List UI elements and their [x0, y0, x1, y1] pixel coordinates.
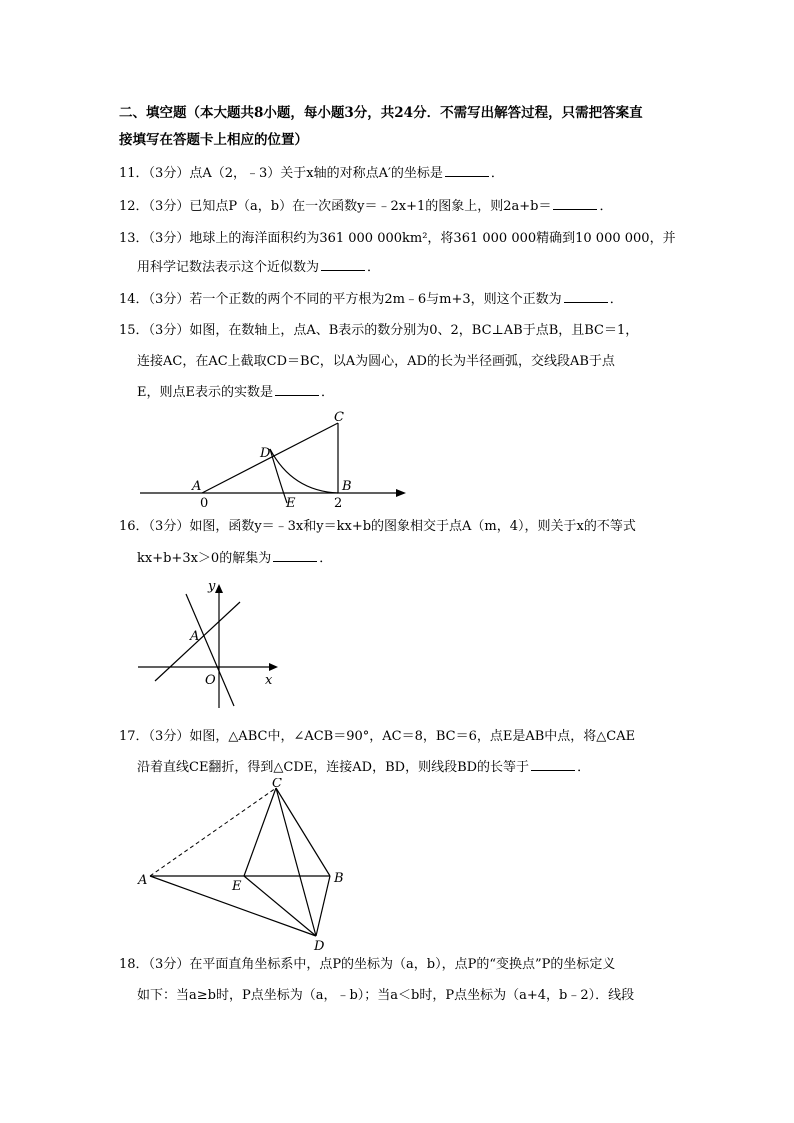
question-14: [119, 290, 623, 310]
label-b: B: [334, 871, 344, 886]
question-14-text: 14．（3分）若一个正数的两个不同的平方根为2m﹣6与m+3，则这个正数为: [119, 292, 562, 307]
q15-figure: [130, 405, 420, 515]
arc-de: [270, 449, 287, 503]
question-18-line2: 如下：当a≥b时，P点坐标为（a，﹣b）；当a＜b时，P点坐标为（a+4，b﹣2）．线段: [137, 988, 635, 1003]
question-13-text: 用科学记数法表示这个近似数为: [137, 260, 320, 275]
y-axis-arrow-icon: [215, 584, 223, 593]
segment-cb: [276, 788, 330, 876]
question-15-line2: 连接AC，在AC上截取CD＝BC，以A为圆心，AD的长为半径画弧，交线段AB于点: [137, 354, 615, 369]
label-c: C: [334, 410, 344, 425]
answer-blank-17[interactable]: [531, 758, 575, 771]
question-13-line1: 13．（3分）地球上的海洋面积约为361 000 000km²，将361 000 000精确到10 000 000，并: [119, 231, 676, 246]
label-x: x: [265, 673, 273, 688]
segment-ce: [244, 788, 276, 876]
question-16-tail: ．: [319, 551, 333, 566]
line-y-neg3x: [186, 594, 234, 706]
answer-blank-11[interactable]: [445, 164, 489, 177]
label-y: y: [208, 579, 216, 594]
answer-blank-14[interactable]: [564, 290, 608, 303]
segment-cd: [276, 788, 316, 936]
question-16-line1: 16．（3分）如图，函数y＝﹣3x和y＝kx+b的图象相交于点A（m，4），则关于x的不等式: [119, 519, 636, 534]
label-o: O: [205, 673, 216, 688]
answer-blank-15[interactable]: [275, 383, 319, 396]
segment-ac-dashed: [150, 788, 276, 876]
label-c: C: [272, 778, 282, 791]
answer-blank-16[interactable]: [273, 549, 317, 562]
label-e: E: [232, 879, 242, 894]
label-b: B: [342, 479, 352, 494]
q16-figure: [130, 576, 290, 716]
label-a: A: [138, 873, 148, 888]
question-15-text: E，则点E表示的实数是: [137, 385, 273, 400]
question-17-line1: 17．（3分）如图，△ABC中，∠ACB＝90°，AC＝8，BC＝6，点E是AB中点，将△CAE: [119, 729, 636, 744]
label-e: E: [286, 496, 296, 511]
question-17-line2: [137, 758, 590, 778]
number-line-arrow-icon: [396, 489, 406, 497]
question-12-text: 12．（3分）已知点P（a，b）在一次函数y＝﹣2x+1的图象上，则2a+b＝: [119, 199, 552, 214]
q17-figure: [130, 778, 360, 953]
question-15-line1: 15．（3分）如图，在数轴上，点A、B表示的数分别为0、2，BC⊥AB于点B，且BC＝1，: [119, 323, 639, 338]
answer-blank-12[interactable]: [553, 197, 597, 210]
question-17-tail: ．: [577, 760, 591, 775]
question-16-line2: [137, 549, 332, 569]
label-d: D: [260, 446, 271, 461]
segment-bd: [316, 876, 330, 936]
question-12-tail: ．: [599, 199, 613, 214]
x-axis-arrow-icon: [269, 663, 278, 671]
question-14-tail: ．: [609, 292, 623, 307]
question-11: [119, 164, 504, 184]
answer-blank-13[interactable]: [321, 258, 365, 271]
label-zero: 0: [200, 496, 209, 511]
question-16-text: kx+b+3x＞0的解集为: [137, 551, 272, 566]
question-12: [119, 197, 613, 217]
section-header-line2: 接填写在答题卡上相应的位置）: [119, 132, 308, 148]
question-18-line1: 18．（3分）在平面直角坐标系中，点P的坐标为（a，b），点P的“变换点”P的坐标定义: [119, 957, 616, 972]
question-11-tail: ．: [490, 166, 504, 181]
label-two: 2: [334, 496, 343, 511]
section-header-line1: 二、填空题（本大题共8小题，每小题3分，共24分．不需写出解答过程，只需把答案直: [119, 105, 643, 121]
question-15-tail: ．: [320, 385, 334, 400]
question-17-text: 沿着直线CE翻折，得到△CDE，连接AD，BD，则线段BD的长等于: [137, 760, 530, 775]
label-a: A: [192, 479, 202, 494]
question-15-line3: [137, 383, 334, 403]
question-11-text: 11．（3分）点A（2，﹣3）关于x轴的对称点A′的坐标是: [119, 166, 443, 181]
arc-cd: [270, 449, 338, 493]
label-a: A: [190, 629, 200, 644]
label-d: D: [314, 939, 325, 953]
question-13-tail: ．: [367, 260, 381, 275]
segment-ed: [244, 876, 316, 936]
question-13-line2: [137, 258, 380, 278]
